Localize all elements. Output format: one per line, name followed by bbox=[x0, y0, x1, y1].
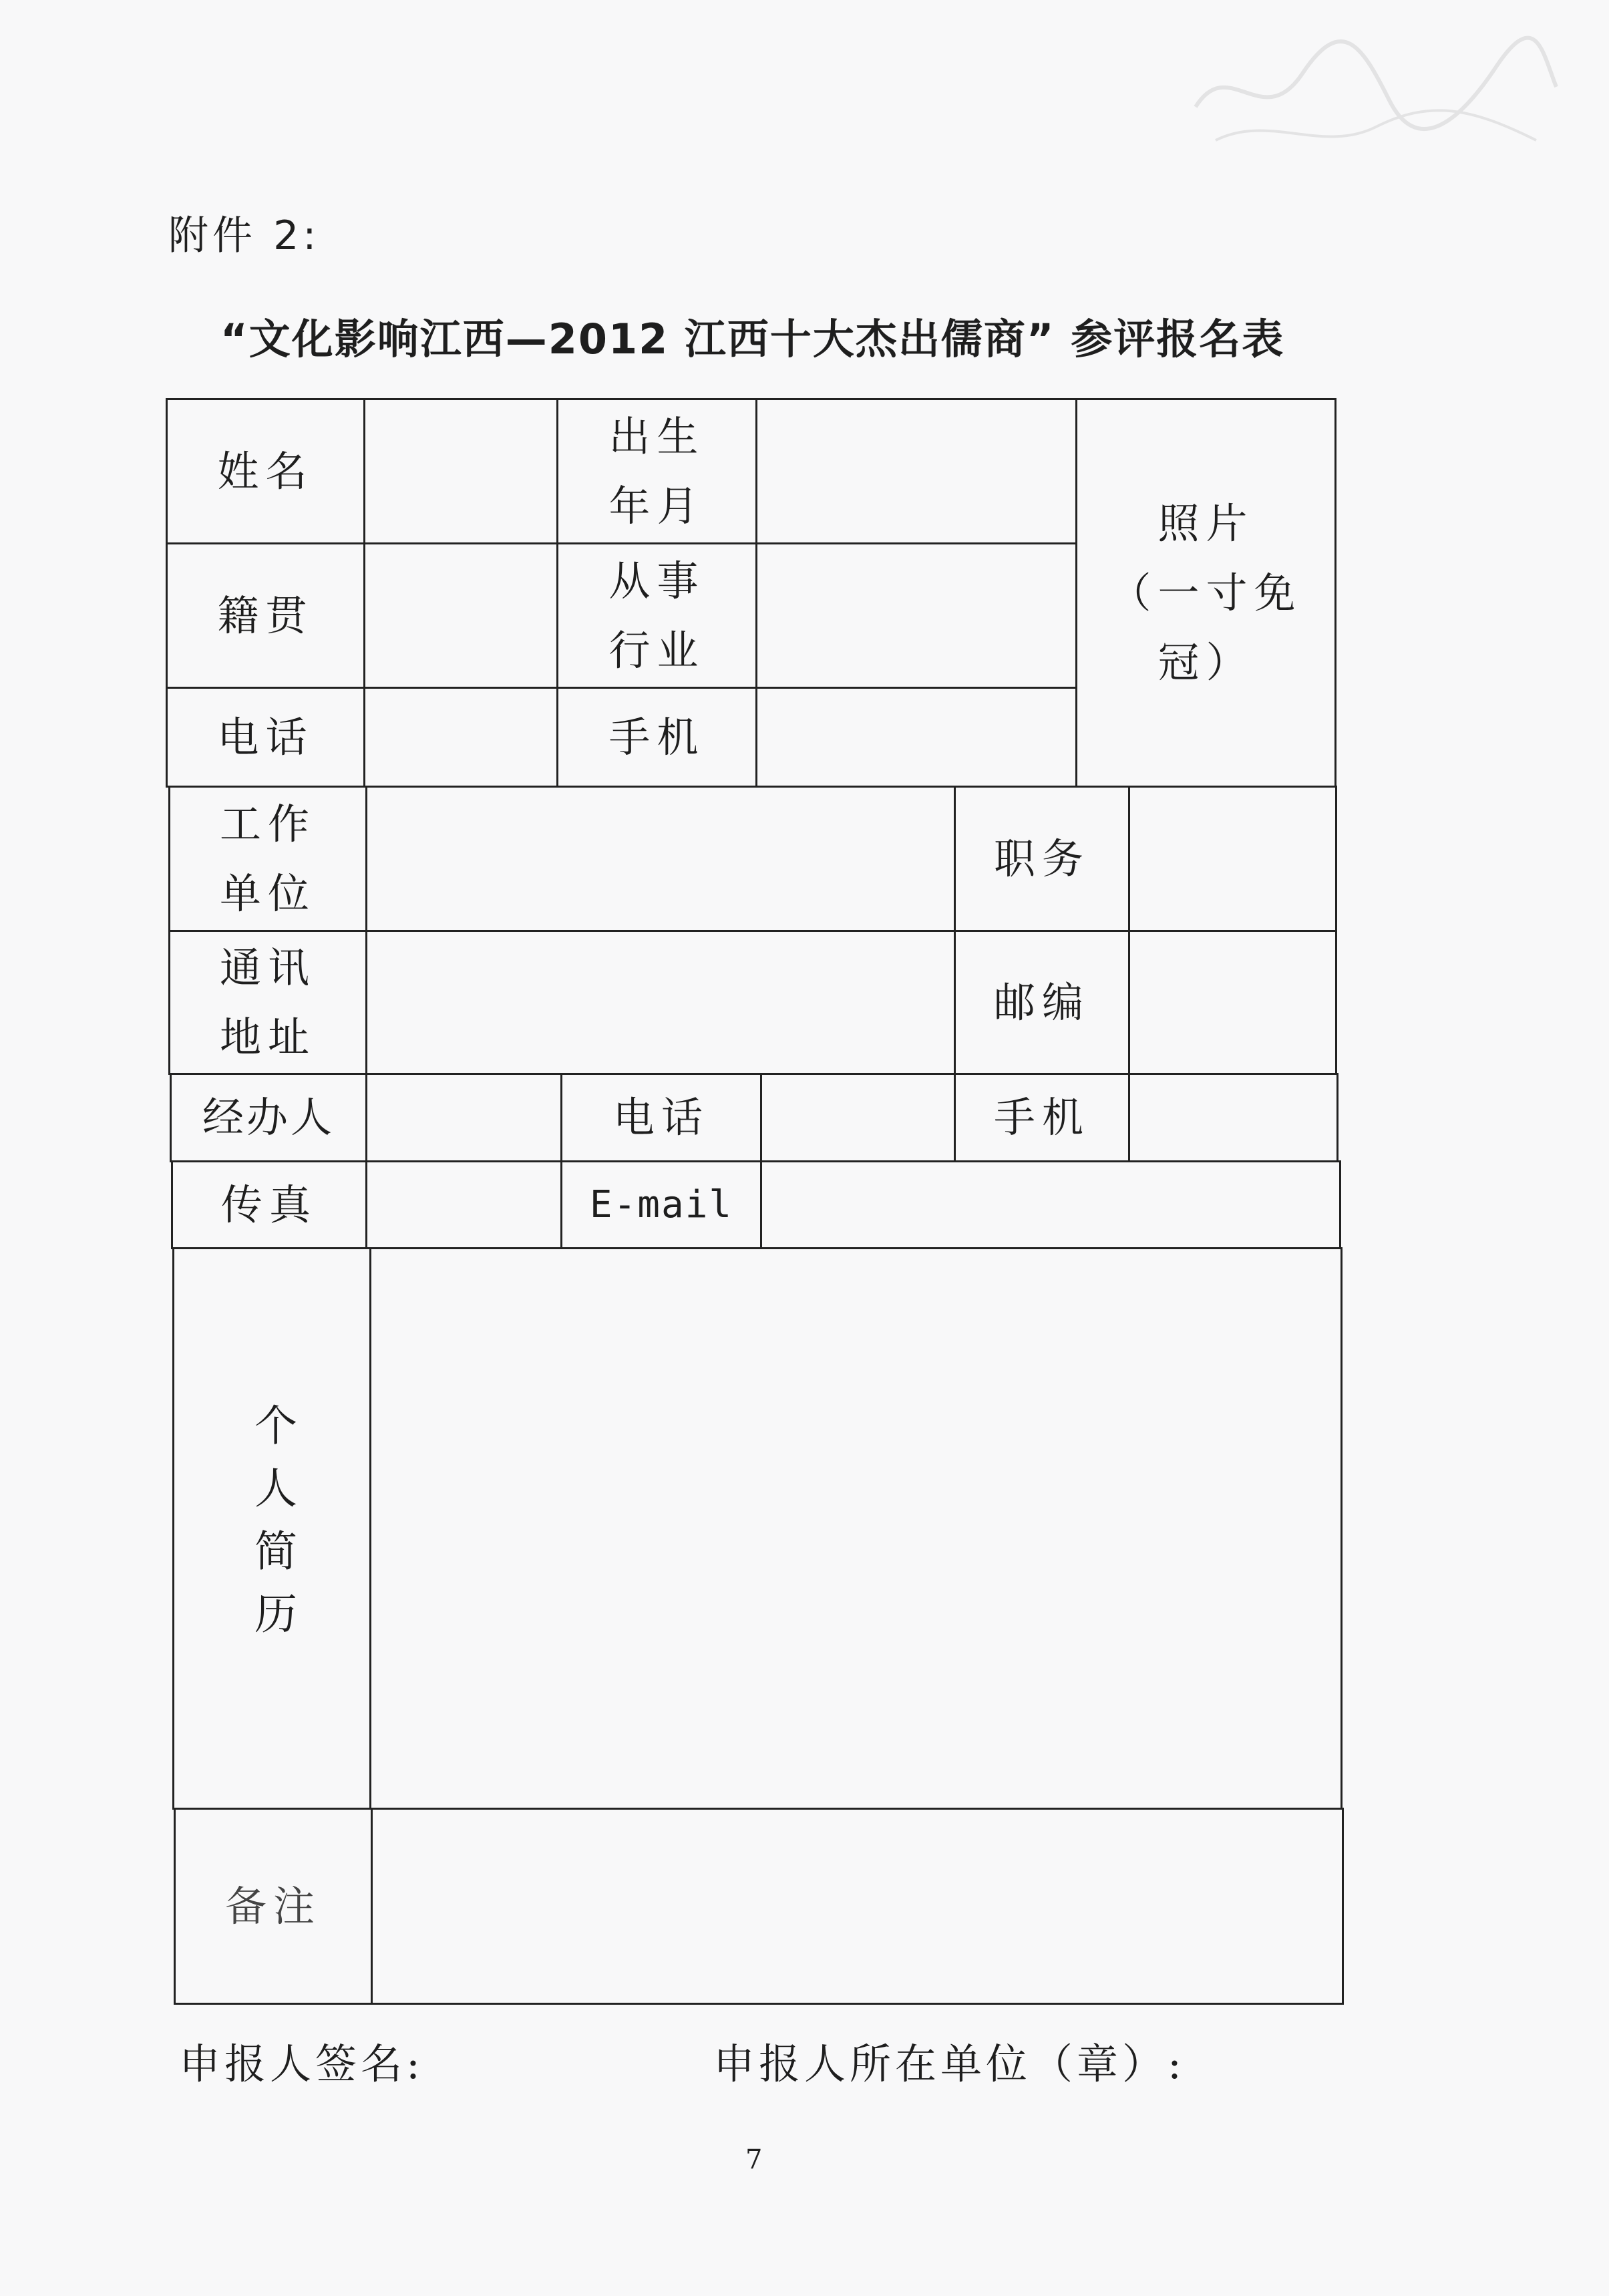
employer-label-cell bbox=[168, 786, 367, 932]
position-label: 职务 bbox=[993, 834, 1090, 883]
fax-label: 传真 bbox=[220, 1180, 317, 1229]
fax-value-cell[interactable] bbox=[365, 1160, 562, 1249]
native-place-value-cell[interactable] bbox=[363, 542, 558, 689]
bleed-through-handwriting bbox=[1189, 27, 1563, 160]
phone-label-cell bbox=[166, 687, 365, 788]
handler-phone-value-cell[interactable] bbox=[760, 1073, 956, 1162]
handler-mobile-label: 手机 bbox=[993, 1093, 1090, 1142]
mobile-label-cell bbox=[556, 687, 757, 788]
position-value-cell[interactable] bbox=[1128, 786, 1337, 932]
applicant-unit-label: 申报人所在单位（章）: bbox=[713, 2039, 1186, 2088]
name-label: 姓名 bbox=[217, 446, 314, 496]
birth-label: 出生 年月 bbox=[608, 412, 705, 530]
email-label-cell bbox=[560, 1160, 762, 1249]
name-label-cell bbox=[166, 398, 365, 544]
applicant-signature-label: 申报人签名: bbox=[179, 2039, 424, 2088]
native-place-label-cell bbox=[166, 542, 365, 689]
handler-mobile-label-cell bbox=[954, 1073, 1130, 1162]
industry-label-cell bbox=[556, 542, 757, 689]
name-value-cell[interactable] bbox=[363, 398, 558, 544]
form-title: “文化影响江西—2012 江西十大杰出儒商” 参评报名表 bbox=[220, 315, 1285, 363]
fax-label-cell bbox=[171, 1160, 367, 1249]
address-label: 通讯 地址 bbox=[219, 943, 316, 1061]
mobile-value-cell[interactable] bbox=[755, 687, 1077, 788]
remarks-value-cell[interactable] bbox=[371, 1808, 1344, 2005]
resume-label-cell bbox=[172, 1247, 371, 1810]
birth-label-cell bbox=[556, 398, 757, 544]
photo-label: 照片 （一寸免 冠） bbox=[1109, 498, 1302, 687]
address-label-cell bbox=[168, 930, 367, 1075]
handler-mobile-value-cell[interactable] bbox=[1128, 1073, 1338, 1162]
birth-value-cell[interactable] bbox=[755, 398, 1077, 544]
remarks-label: 备注 bbox=[224, 1881, 321, 1931]
page-number: 7 bbox=[745, 2144, 763, 2175]
resume-value-cell-right[interactable] bbox=[673, 1247, 1343, 1810]
resume-label: 个人简历 bbox=[247, 1403, 297, 1654]
attachment-label: 附件 2: bbox=[168, 212, 321, 259]
handler-label: 经办人 bbox=[202, 1093, 335, 1142]
remarks-label-cell bbox=[174, 1808, 373, 2005]
handler-value-cell[interactable] bbox=[365, 1073, 562, 1162]
industry-value-cell[interactable] bbox=[755, 542, 1077, 689]
handler-phone-label-cell bbox=[560, 1073, 762, 1162]
handler-phone-label: 电话 bbox=[612, 1093, 709, 1142]
resume-value-cell[interactable] bbox=[369, 1247, 675, 1810]
position-label-cell bbox=[954, 786, 1130, 932]
email-label: E-mail bbox=[589, 1182, 733, 1226]
photo-cell[interactable] bbox=[1075, 398, 1336, 788]
postcode-label-cell bbox=[954, 930, 1130, 1075]
employer-value-cell[interactable] bbox=[365, 786, 956, 932]
phone-label: 电话 bbox=[217, 712, 314, 762]
postcode-value-cell[interactable] bbox=[1128, 930, 1337, 1075]
handler-label-cell bbox=[170, 1073, 367, 1162]
address-value-cell[interactable] bbox=[365, 930, 956, 1075]
phone-value-cell[interactable] bbox=[363, 687, 558, 788]
postcode-label: 邮编 bbox=[993, 977, 1090, 1027]
native-place-label: 籍贯 bbox=[217, 591, 314, 640]
email-value-cell[interactable] bbox=[760, 1160, 1341, 1249]
employer-label: 工作 单位 bbox=[219, 799, 316, 918]
industry-label: 从事 行业 bbox=[608, 556, 705, 675]
mobile-label: 手机 bbox=[608, 712, 705, 762]
